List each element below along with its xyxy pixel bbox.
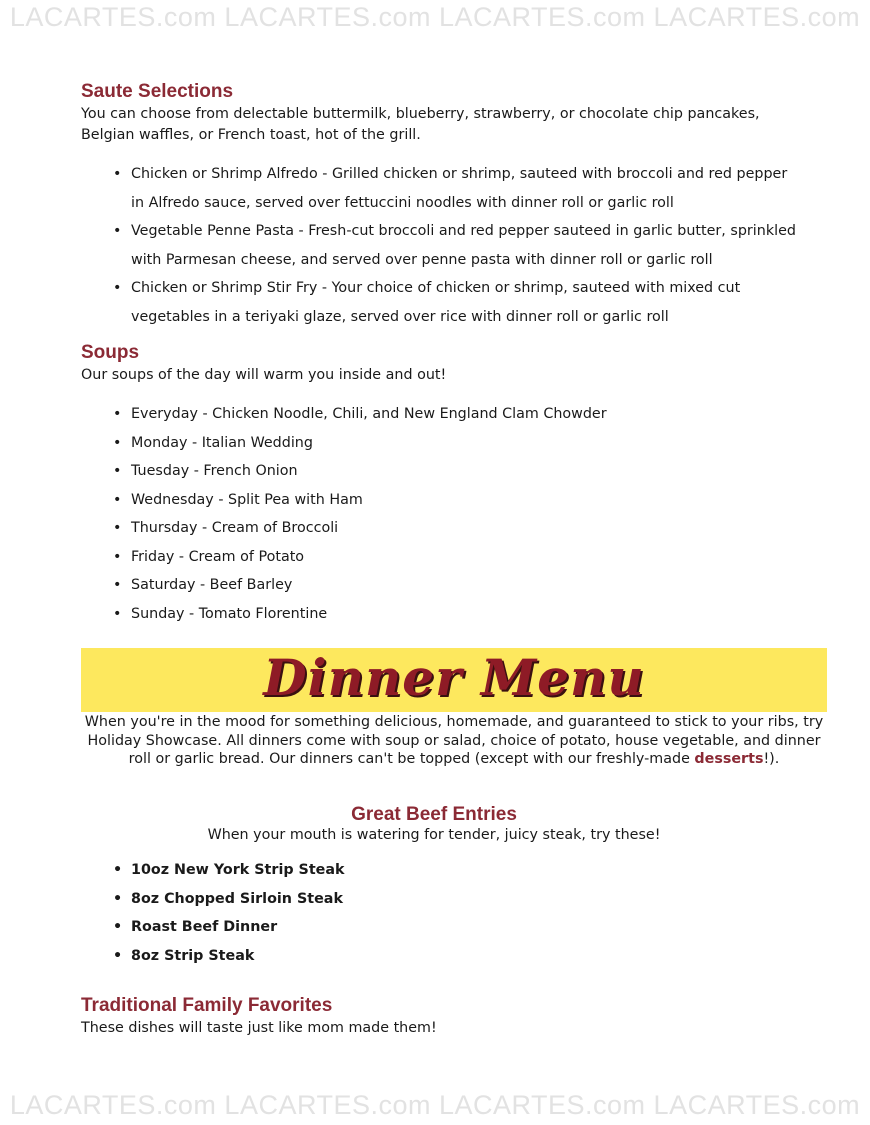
dinner-intro-text: When you're in the mood for something delicious, homemade, and guaranteed to stick to your ribs, try Holiday Showcase. All dinners come with soup or salad, choice of potato, house vegetable, and dinner roll or garlic bread. Our dinners can't be topped (except with our freshly-made [84, 714, 824, 767]
list-item: • 10oz New York Strip Steak [131, 856, 781, 885]
desserts-link[interactable]: desserts [694, 751, 764, 767]
beef-title: Great Beef Entries [351, 804, 517, 825]
lunch-section [81, 80, 801, 628]
watermark-bottom: LACARTES.com LACARTES.com LACARTES.com LACARTES.com [9, 1090, 861, 1120]
list-item: • 8oz Chopped Sirloin Steak [131, 885, 781, 914]
dinner-menu-title: Dinner Menu [263, 648, 645, 707]
beef-list [81, 856, 781, 970]
beef-section [81, 856, 781, 970]
traditional-title: Traditional Family Favorites [81, 995, 333, 1016]
soups-list [81, 400, 801, 628]
list-item: • Roast Beef Dinner [131, 913, 781, 942]
list-item: • Chicken or Shrimp Stir Fry - Your choice of chicken or shrimp, sauteed with mixed cut vegetables in a teriyaki glaze, served over rice with dinner roll or garlic roll [131, 274, 801, 331]
saute-description: You can choose from delectable buttermilk, blueberry, strawberry, or chocolate chip pancakes, Belgian waffles, or French toast, hot of the grill. [81, 106, 760, 143]
traditional-description: These dishes will taste just like mom made them! [81, 1020, 437, 1036]
list-item: • Sunday - Tomato Florentine [131, 600, 801, 629]
beef-description: When your mouth is watering for tender, juicy steak, try these! [207, 827, 661, 843]
saute-list [81, 160, 801, 331]
list-item: • Everyday - Chicken Noodle, Chili, and New England Clam Chowder [131, 400, 801, 429]
list-item: • Vegetable Penne Pasta - Fresh-cut broccoli and red pepper sauteed in garlic butter, sprinkled with Parmesan cheese, and served over penne pasta with dinner roll or garlic roll [131, 217, 801, 274]
saute-title: Saute Selections [81, 81, 234, 102]
dinner-intro [81, 713, 827, 769]
list-item: • Thursday - Cream of Broccoli [131, 514, 801, 543]
soups-title: Soups [81, 342, 140, 363]
list-item: • 8oz Strip Steak [131, 942, 781, 971]
list-item: • Chicken or Shrimp Alfredo - Grilled chicken or shrimp, sauteed with broccoli and red pepper in Alfredo sauce, served over fettuccini noodles with dinner roll or garlic roll [131, 160, 801, 217]
soups-description: Our soups of the day will warm you inside and out! [81, 367, 447, 383]
list-item: • Saturday - Beef Barley [131, 571, 801, 600]
watermark-top: LACARTES.com LACARTES.com LACARTES.com LACARTES.com [9, 2, 861, 32]
list-item: • Tuesday - French Onion [131, 457, 801, 486]
traditional-section [81, 994, 801, 1039]
list-item: • Wednesday - Split Pea with Ham [131, 486, 801, 515]
dinner-menu-banner [81, 648, 827, 712]
list-item: • Monday - Italian Wedding [131, 429, 801, 458]
dinner-intro-end: !). [763, 751, 780, 767]
list-item: • Friday - Cream of Potato [131, 543, 801, 572]
